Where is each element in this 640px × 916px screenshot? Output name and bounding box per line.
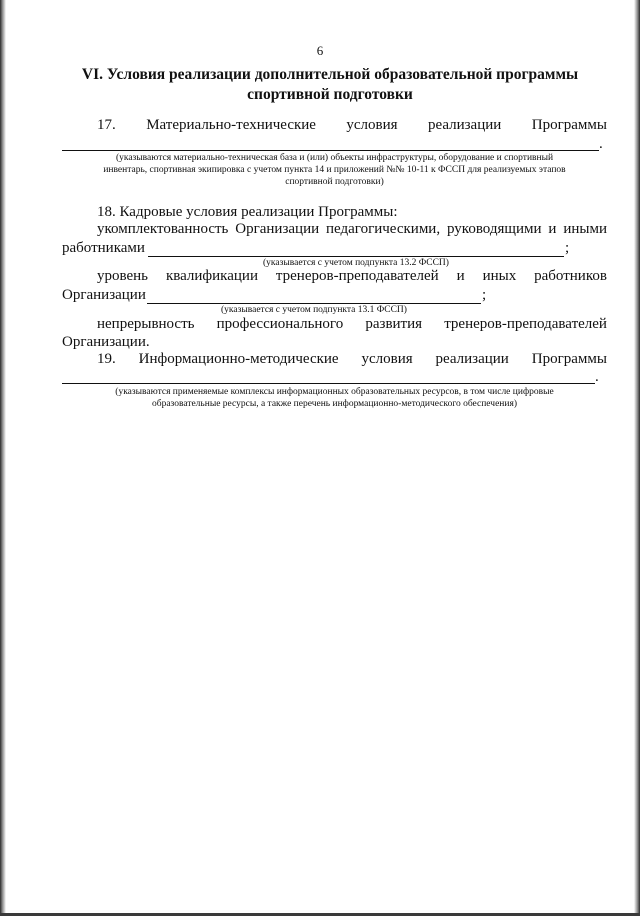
development-line <box>97 316 607 333</box>
item-17-word: Материально-технические <box>146 117 316 133</box>
item-19-note-line-1: (указываются применяемые комплексы информационных образовательных ресурсов, в том числе цифровые <box>115 387 554 397</box>
staffing-word: иными <box>563 221 607 237</box>
qualification-line <box>97 268 607 285</box>
item-19-word: условия <box>361 351 413 367</box>
item-19-end-punct: . <box>595 369 599 385</box>
item-17-word: реализации <box>427 117 502 133</box>
qualification-word: и <box>456 268 465 284</box>
scan-edge-right <box>634 0 640 916</box>
item-19-note-line-2: образовательные ресурсы, а также перечень информационно-методического обеспечения) <box>151 399 517 409</box>
staffing-label: работниками <box>62 240 145 256</box>
qualification-note: (указывается с учетом подпункта 13.1 ФССП) <box>221 305 407 315</box>
staffing-word: Организации <box>235 221 320 237</box>
qualification-end-punct: ; <box>482 287 487 303</box>
item-17-line <box>97 117 607 134</box>
staffing-word: руководящими <box>446 221 542 237</box>
item-17-word: Программы <box>531 117 607 133</box>
staffing-line <box>97 221 607 238</box>
qualification-label: Организации <box>62 287 146 303</box>
development-line-2: Организации. <box>62 334 150 350</box>
section-heading-line-2: спортивной подготовки <box>247 86 413 103</box>
staffing-end-punct: ; <box>565 240 570 256</box>
development-word: тренеров-преподавателей <box>444 316 607 332</box>
item-17-end-punct: . <box>599 136 603 152</box>
development-word: непрерывность <box>97 316 195 332</box>
item-18-title: 18. Кадровые условия реализации Программы: <box>97 204 398 220</box>
scan-edge-left <box>0 0 6 916</box>
item-17-fill-line[interactable] <box>62 150 599 151</box>
item-19-fill-line[interactable] <box>62 383 595 384</box>
item-19-word: Информационно-методические <box>138 351 339 367</box>
item-17-word: условия <box>346 117 398 133</box>
qualification-word: иных <box>482 268 517 284</box>
qualification-word: квалификации <box>165 268 258 284</box>
item-19-word: реализации <box>435 351 509 367</box>
item-19-line <box>97 351 607 368</box>
item-17-note-line-1: (указываются материально-техническая база и (или) объекты инфраструктуры, оборудование и спортивный <box>115 153 554 163</box>
staffing-note: (указывается с учетом подпункта 13.2 ФССП) <box>263 258 449 268</box>
item-19-word: 19. <box>97 351 116 367</box>
item-17-note-line-3: спортивной подготовки) <box>285 177 384 187</box>
staffing-word: и <box>548 221 557 237</box>
page-number: 6 <box>316 43 324 58</box>
development-word: профессионального <box>216 316 344 332</box>
qualification-word: работников <box>534 268 607 284</box>
development-word: развития <box>365 316 423 332</box>
item-19-word: Программы <box>531 351 607 367</box>
staffing-word: педагогическими, <box>326 221 441 237</box>
qualification-word: уровень <box>97 268 149 284</box>
staffing-word: укомплектованность <box>97 221 229 237</box>
section-heading-line-1: VI. Условия реализации дополнительной образовательной программы <box>81 66 579 83</box>
qualification-word: тренеров-преподавателей <box>275 268 439 284</box>
item-17-word: 17. <box>97 117 116 133</box>
item-17-note-line-2: инвентарь, спортивная экипировка с учетом пункта 14 и приложений №№ 10-11 к ФССП для реализуемых этапов <box>103 165 566 175</box>
